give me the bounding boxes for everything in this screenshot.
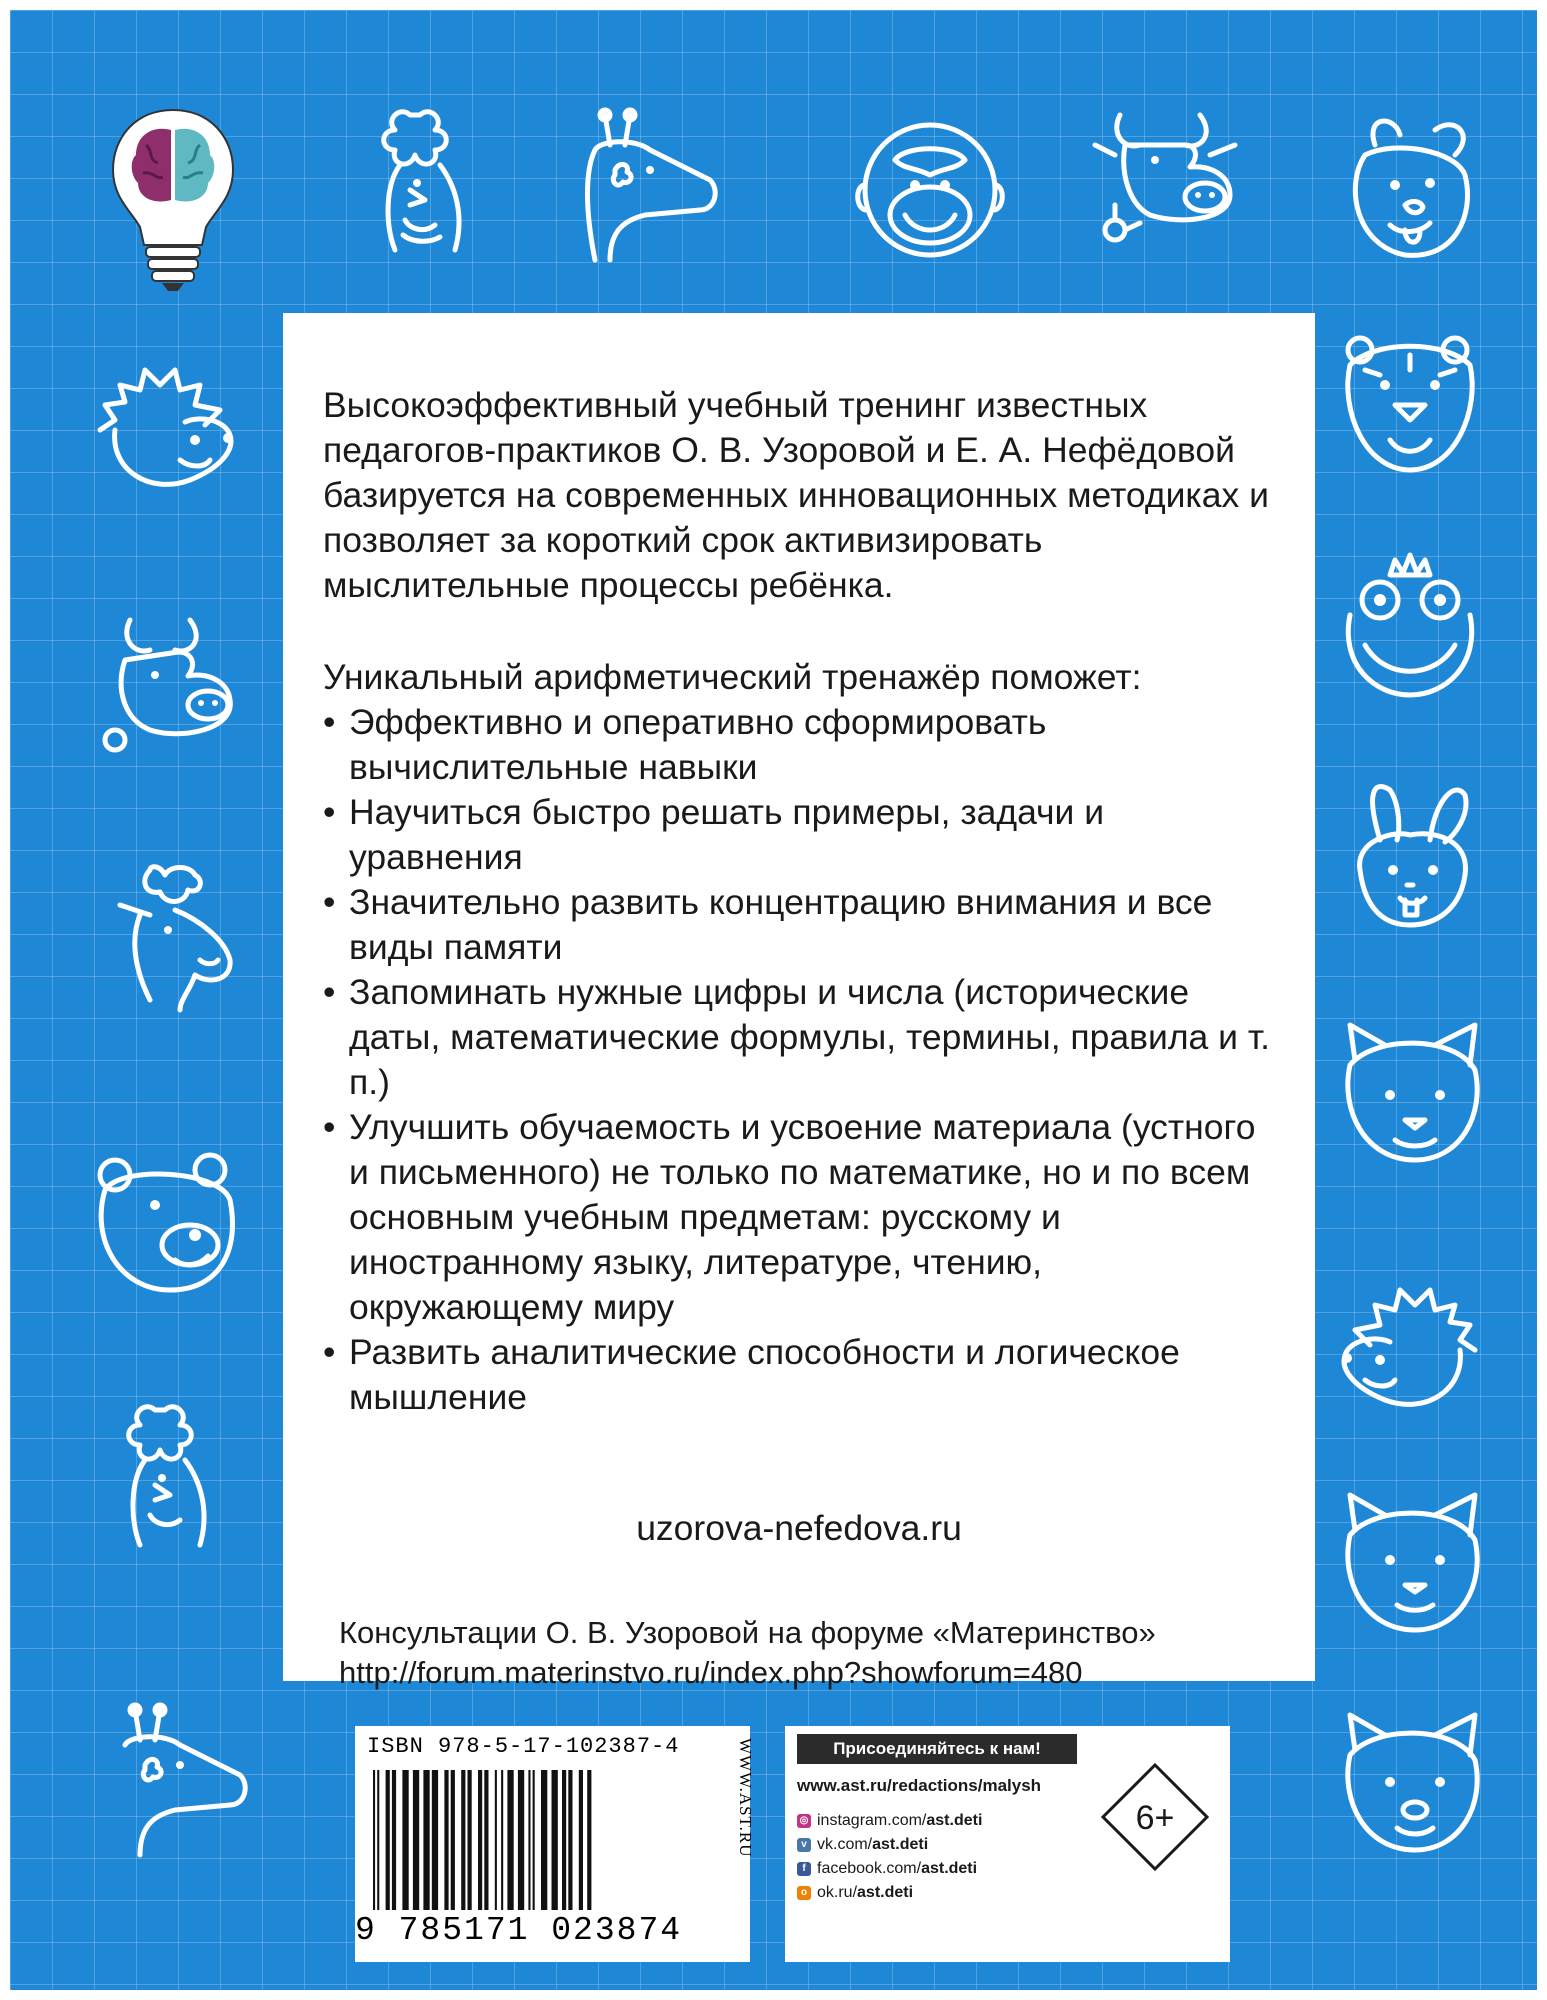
age-rating-text: 6+	[1135, 1799, 1175, 1837]
barcode-bar	[478, 1770, 482, 1910]
rabbit-illustration	[1335, 780, 1485, 930]
social-handle: ast.deti	[921, 1860, 978, 1877]
social-link-instagram[interactable]	[797, 1812, 982, 1830]
facebook-icon: f	[797, 1862, 811, 1876]
barcode-bar	[461, 1770, 465, 1910]
odnoklassniki-icon: o	[797, 1886, 811, 1900]
giraffe-illustration	[575, 110, 725, 260]
publisher-site-link[interactable]: www.ast.ru/redactions/malysh	[797, 1776, 1042, 1795]
social-link-facebook[interactable]	[797, 1860, 977, 1878]
barcode-bar	[413, 1770, 419, 1910]
social-link-vk[interactable]	[797, 1836, 928, 1854]
cow-illustration	[90, 610, 240, 760]
list-item: • Эффективно и оперативно сформировать вычислительные навыки	[323, 700, 1275, 790]
instagram-icon: ◎	[797, 1814, 811, 1828]
barcode-bar	[501, 1770, 503, 1910]
consult-text: Консультации О. В. Узоровой на форуме «Материнство»	[339, 1615, 1156, 1650]
hedgehog-illustration	[90, 350, 240, 500]
barcode-bar	[484, 1770, 488, 1910]
frog-prince-illustration	[1335, 555, 1485, 705]
barcode-bar	[528, 1770, 530, 1910]
barcode-bar	[373, 1770, 375, 1910]
social-handle: ast.deti	[926, 1812, 983, 1829]
barcode-block	[355, 1726, 755, 1962]
barcode-bar	[495, 1770, 497, 1910]
join-us-banner: Присоединяйтесь к нам!	[797, 1734, 1077, 1764]
social-prefix: facebook.com/	[817, 1860, 922, 1877]
barcode-bar	[587, 1770, 591, 1910]
list-item: • Развить аналитические способности и логическое мышление	[323, 1330, 1275, 1420]
description-panel	[283, 313, 1315, 1690]
goat-illustration	[90, 860, 240, 1010]
barcode-bar	[423, 1770, 429, 1910]
author-website-link[interactable]: uzorova-nefedova.ru	[636, 1508, 962, 1548]
cow-illustration	[1090, 105, 1240, 255]
cat-illustration	[1335, 1710, 1485, 1860]
rooster-illustration	[100, 1400, 250, 1550]
social-prefix: vk.com/	[817, 1836, 873, 1853]
benefits-list	[323, 700, 1275, 1420]
hedgehog-illustration	[1335, 1270, 1485, 1420]
bear-illustration	[90, 1150, 240, 1300]
barcode-bar	[552, 1770, 558, 1910]
intro-paragraph: Высокоэффективный учебный тренинг известных педагогов-практиков О. В. Узоровой и Е. А. Нефёдовой базируется на современных инновационных методиках и позволяет за короткий срок активизировать мыслительные процессы ребёнка.	[323, 385, 1269, 605]
dog-illustration	[1335, 115, 1485, 265]
rooster-illustration	[355, 105, 505, 255]
barcode-bar	[518, 1770, 524, 1910]
fox-illustration	[1335, 1020, 1485, 1170]
barcode-bar	[533, 1770, 535, 1910]
cat-illustration	[1335, 1490, 1485, 1640]
barcode-bar	[386, 1770, 390, 1910]
book-back-cover	[10, 10, 1537, 1990]
benefits-lead: Уникальный арифметический тренажёр поможет:	[323, 657, 1142, 697]
list-item: • Запоминать нужные цифры и числа (исторические даты, математические формулы, термины, правила и т. п.)	[323, 970, 1275, 1105]
barcode-bar	[541, 1770, 547, 1910]
ean-number: 9 785171 023874	[355, 1912, 683, 1949]
publisher-info-block	[785, 1726, 1230, 1962]
barcode-bar	[468, 1770, 472, 1910]
barcode-bar	[451, 1770, 455, 1910]
age-rating-badge	[1100, 1762, 1210, 1872]
barcode-bars	[371, 1770, 705, 1910]
brain-lightbulb-logo	[108, 105, 238, 295]
forum-consultation	[323, 1613, 1275, 1693]
barcode-bar	[579, 1770, 583, 1910]
tiger-illustration	[1335, 330, 1485, 480]
social-prefix: instagram.com/	[817, 1812, 927, 1829]
barcode-bar	[402, 1770, 408, 1910]
giraffe-illustration	[105, 1705, 255, 1855]
barcode-bar	[444, 1770, 448, 1910]
publisher-url-vertical: WWW.AST.RU	[736, 1738, 755, 1858]
isbn-text: ISBN 978-5-17-102387-4	[367, 1734, 680, 1759]
social-link-odnoklassniki[interactable]	[797, 1884, 913, 1902]
list-item: • Научиться быстро решать примеры, задачи и уравнения	[323, 790, 1275, 880]
social-handle: ast.deti	[872, 1836, 929, 1853]
social-prefix: ok.ru/	[817, 1884, 858, 1901]
vk-icon: v	[797, 1838, 811, 1852]
barcode-bar	[432, 1770, 438, 1910]
forum-link[interactable]: http://forum.materinstvo.ru/index.php?showforum=480	[339, 1655, 1083, 1690]
barcode-bar	[562, 1770, 566, 1910]
monkey-illustration	[855, 115, 1005, 265]
list-item: • Значительно развить концентрацию внимания и все виды памяти	[323, 880, 1275, 970]
barcode-bar	[377, 1770, 379, 1910]
barcode-bar	[392, 1770, 396, 1910]
list-item: • Улучшить обучаемость и усвоение материала (устного и письменного) не только по математике, но и по всем основным учебным предметам: русскому и иностранному языку, литературе, чтению, окружающему миру	[323, 1105, 1275, 1330]
social-handle: ast.deti	[857, 1884, 914, 1901]
barcode-bar	[568, 1770, 572, 1910]
barcode-bar	[507, 1770, 513, 1910]
